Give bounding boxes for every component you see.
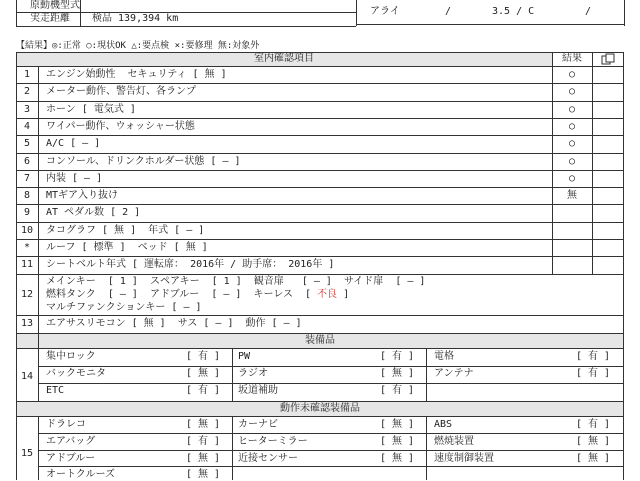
- section-header: 室内確認項目: [254, 53, 314, 64]
- alignment-value: 3.5 / C: [492, 6, 535, 17]
- grid-line: [16, 83, 624, 84]
- grid-line: [16, 101, 624, 102]
- grid-line: [16, 256, 624, 257]
- result-legend: 【結果】◎:正常 ○:現状OK △:要点検 ×:要修理 無:対象外: [16, 41, 260, 51]
- grid-line: [38, 383, 624, 384]
- inspection-item-text: タコグラフ [ 無 ] 年式 [ — ]: [46, 224, 205, 236]
- grid-line: [16, 66, 624, 67]
- inspection-result: ○: [568, 69, 576, 80]
- item-number: 4: [23, 120, 31, 132]
- item-number: 7: [23, 172, 31, 184]
- item-number: 1: [23, 69, 31, 80]
- grid-line: [16, 333, 624, 334]
- grid-line: [16, 239, 624, 240]
- keyless-status-bad: 不良: [317, 289, 338, 300]
- air-suspension-item: エアサスリモコン [ 無 ] サス [ — ] 動作 [ — ]: [46, 318, 302, 329]
- grid-line: [232, 416, 233, 480]
- inspection-item-text: 内装 [ — ]: [46, 172, 103, 184]
- item-number: 9: [23, 207, 31, 219]
- grid-line: [232, 348, 233, 401]
- equipment-name: アドブルー: [46, 452, 96, 464]
- inspection-result: ○: [568, 172, 576, 184]
- grid-line: [16, 274, 624, 275]
- inspection-item-text: ワイパー動作、ウォッシャー状態: [46, 120, 195, 132]
- item-number: 14: [20, 371, 34, 382]
- equipment-name: ABS: [434, 419, 453, 430]
- grid-line: [16, 118, 624, 119]
- item-number: 11: [20, 259, 34, 271]
- inspection-result: ○: [568, 103, 576, 115]
- slash-mark: /: [445, 6, 452, 17]
- grid-line: [38, 450, 624, 451]
- equipment-status: [ 無 ]: [185, 368, 221, 379]
- grid-line: [16, 222, 624, 223]
- grid-line: [552, 52, 553, 274]
- equipment-name: ヒーターミラー: [238, 435, 308, 447]
- inspection-result: ○: [568, 138, 576, 150]
- equipment-status: [ 有 ]: [379, 385, 415, 396]
- equipment-name: ラジオ: [238, 368, 268, 379]
- equipment-name: カーナビ: [238, 419, 278, 430]
- inspection-item-text: シートベルト年式 [ 運転席： 2016年 / 助手席： 2016年 ]: [46, 259, 335, 271]
- alignment-label: アライ: [370, 6, 400, 17]
- grid-line: [38, 466, 624, 467]
- equipment-name: ETC: [46, 385, 65, 396]
- inspection-item-text: コンソール、ドリンクホルダー状態 [ — ]: [46, 155, 241, 167]
- item-number: 10: [20, 224, 34, 236]
- keys-line-2: 燃料タンク [ — ] アドブルー [ — ] キーレス [ 不良 ]: [46, 289, 350, 300]
- mileage-value: 検品 139,394 km: [92, 13, 179, 24]
- equipment-name: アンテナ: [434, 368, 474, 379]
- equipment-name: オートクルーズ: [46, 469, 115, 481]
- equipment-status: [ 有 ]: [575, 351, 611, 362]
- grid-line: [16, 204, 624, 205]
- grid-line: [426, 348, 427, 401]
- equipment-name: PW: [238, 351, 251, 362]
- equipment-name: エアバッグ: [46, 435, 96, 447]
- grid-line: [16, 315, 624, 316]
- item-number: 13: [20, 318, 34, 329]
- equipment-status: [ 無 ]: [379, 419, 415, 430]
- equipment-status: [ 無 ]: [379, 368, 415, 379]
- grid-line: [16, 153, 624, 154]
- inspection-item-text: A/C [ — ]: [46, 138, 101, 150]
- equipment-header: 装備品: [305, 335, 335, 346]
- equipment-name: 坂道補助: [238, 385, 278, 396]
- equipment-status: [ 有 ]: [575, 419, 611, 430]
- inspection-result: ○: [568, 120, 576, 132]
- inspection-item-text: エンジン始動性 セキュリティ [ 無 ]: [46, 69, 227, 80]
- item-number: 8: [23, 190, 31, 202]
- mileage-label: 実走距離: [30, 13, 70, 24]
- equipment-name: 電格: [434, 351, 454, 362]
- grid-line: [38, 433, 624, 434]
- grid-line: [38, 416, 39, 480]
- inspection-table: [16, 52, 624, 480]
- grid-line: [16, 135, 624, 136]
- equipment-status: [ 無 ]: [379, 435, 415, 447]
- item-number: 6: [23, 155, 31, 167]
- item-number: *: [23, 242, 31, 253]
- unconfirmed-header: 動作未確認装備品: [280, 403, 360, 414]
- equipment-status: [ 無 ]: [185, 469, 221, 481]
- item-number: 12: [20, 289, 34, 300]
- equipment-status: [ 無 ]: [379, 452, 415, 464]
- item-number: 3: [23, 103, 31, 115]
- equipment-status: [ 有 ]: [185, 435, 221, 447]
- inspection-item-text: ホーン [ 電気式 ]: [46, 103, 136, 115]
- grid-line: [38, 66, 39, 401]
- keys-line-1: メインキー [ 1 ] スペアキー [ 1 ] 観音扉 [ — ] サイド扉 [ — ]: [46, 276, 426, 287]
- equipment-status: [ 有 ]: [379, 351, 415, 362]
- item-number: 15: [20, 448, 34, 459]
- equipment-status: [ 有 ]: [575, 368, 611, 379]
- keys-line-3: マルチファンクションキー [ — ]: [46, 302, 202, 313]
- grid-line: [16, 52, 624, 53]
- equipment-name: ドラレコ: [46, 419, 86, 430]
- grid-line: [38, 366, 624, 367]
- grid-line: [16, 416, 624, 417]
- grid-line: [16, 170, 624, 171]
- equipment-status: [ 有 ]: [185, 385, 221, 396]
- grid-line: [16, 348, 624, 349]
- item-number: 5: [23, 138, 31, 150]
- item-number: 2: [23, 86, 31, 98]
- inspection-item-text: MTギア入り抜け: [46, 190, 119, 202]
- equipment-status: [ 無 ]: [575, 435, 611, 447]
- equipment-name: 燃焼装置: [434, 435, 474, 447]
- engine-type-label: 原動機型式: [30, 0, 80, 11]
- equipment-status: [ 無 ]: [185, 452, 221, 464]
- inspection-result: 無: [567, 190, 577, 202]
- grid-line: [426, 416, 427, 480]
- equipment-name: バックモニタ: [46, 368, 106, 379]
- equipment-name: 集中ロック: [46, 351, 96, 362]
- equipment-name: 近接センサー: [238, 452, 298, 464]
- grid-line: [592, 52, 593, 274]
- inspection-item-text: メーター動作、警告灯、各ランプ: [46, 86, 196, 98]
- copy-icon[interactable]: [600, 53, 616, 65]
- grid-line: [16, 187, 624, 188]
- grid-line: [16, 401, 624, 402]
- inspection-result: ○: [568, 86, 576, 98]
- equipment-status: [ 無 ]: [185, 419, 221, 430]
- equipment-name: 速度制御装置: [434, 452, 494, 464]
- inspection-result: ○: [568, 155, 576, 167]
- equipment-status: [ 無 ]: [575, 452, 611, 464]
- slash-mark: /: [585, 6, 592, 17]
- result-header: 結果: [562, 53, 582, 64]
- inspection-item-text: AT ペダル数 [ 2 ]: [46, 207, 141, 219]
- inspection-item-text: ルーフ [ 標準 ] ベッド [ 無 ]: [46, 242, 208, 253]
- equipment-status: [ 有 ]: [185, 351, 221, 362]
